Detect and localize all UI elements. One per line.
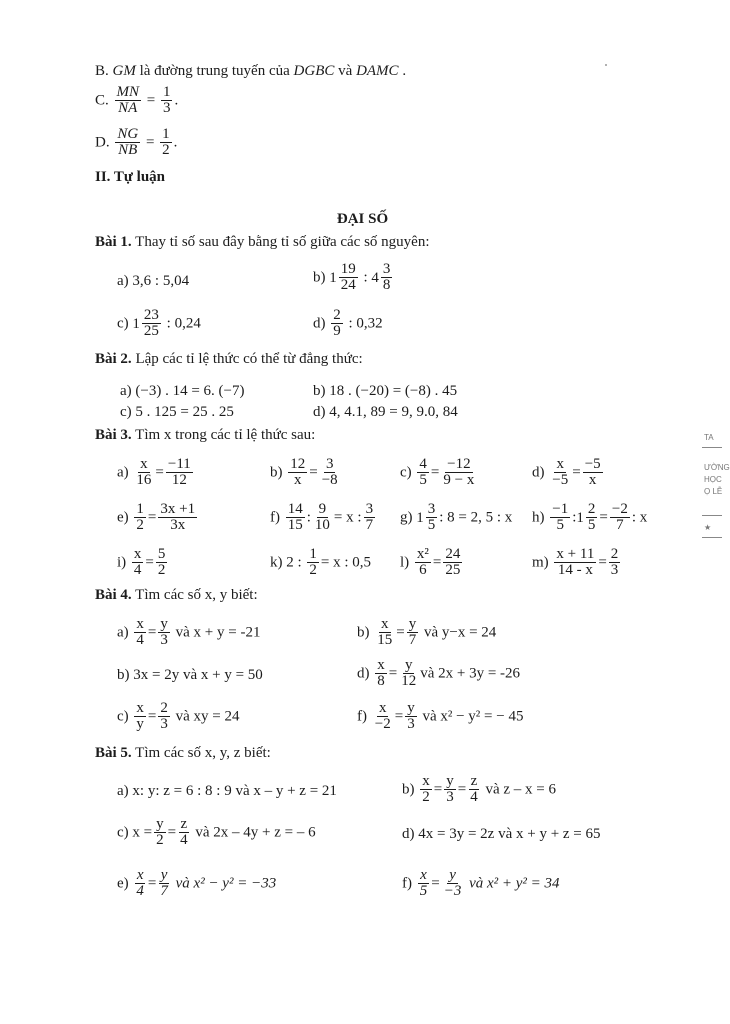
margin-rule xyxy=(702,515,722,516)
option-d: D. $\frac{NG}{NB}$ = $\frac{1}{2}$ . xyxy=(95,126,178,158)
option-c: C. $\frac{MN}{NA}$ = $\frac{1}{3}$ . xyxy=(95,84,179,116)
bai5-c: c) x = $\frac{y}{2}$ = $\frac{z}{4}$ và 2x – 4y + z = – 6 xyxy=(117,816,316,848)
margin-rule xyxy=(702,537,722,538)
bai3-g: g) 1 $\frac{3}{5}$ : 8 = 2, 5 : x xyxy=(400,501,513,533)
margin-text-1: TA xyxy=(704,433,714,442)
bai4-c: b) 3x = 2y và x + y = 50 xyxy=(117,667,263,683)
bai5-b: b) $\frac{x}{2}$ = $\frac{y}{3}$ = $\frac{z}{4}$ và z – x = 6 xyxy=(402,773,556,805)
bai3-c: c) $\frac{4}{5}$ = $\frac{-12}{9 - x}$ xyxy=(400,456,475,488)
bai2-a: a) (−3) . 14 = 6. (−7) xyxy=(120,383,245,399)
bai1-title: Bài 1. Thay tỉ số sau đây bằng tỉ số giữa các số nguyên: xyxy=(95,234,430,250)
bai3-a: a) $\frac{x}{16}$ = $\frac{-11}{12}$ xyxy=(117,456,191,488)
margin-text-3: HỌC xyxy=(704,475,722,484)
bai4-b: b) $\frac{x}{15}$ = $\frac{y}{7}$ và y−x = 24 xyxy=(357,616,497,648)
bai3-e: e) $\frac{1}{2}$ = $\frac{3x +1}{3x}$ xyxy=(117,501,196,533)
bai3-h: h) $\frac{-1}{5}$ : 1 $\frac{2}{5}$ = $\frac{-2}{7}$ : x xyxy=(532,501,648,533)
speck xyxy=(605,64,607,66)
algebra-heading: ĐẠI SỐ xyxy=(336,211,389,227)
bai3-m: m) $\frac{x + 11}{14 - x}$ = $\frac{2}{3}$ xyxy=(532,546,619,578)
bai3-i: i) $\frac{x}{4}$ = $\frac{5}{2}$ xyxy=(117,546,166,578)
bai3-d: d) $\frac{x}{-5}$ = $\frac{-5}{x}$ xyxy=(532,456,601,488)
margin-stamp xyxy=(700,425,730,550)
bai1-b: b) 1 $\frac{19}{24}$ : 4 $\frac{3}{8}$ xyxy=(313,261,391,293)
bai1-d: d) $\frac{2}{9}$ : 0,32 xyxy=(313,307,383,339)
bai5-e: e) $\frac{x}{4}$ = $\frac{y}{7}$ và x² − y² = −33 xyxy=(117,867,277,899)
bai4-d: d) $\frac{x}{8}$ = $\frac{y}{12}$ và 2x + 3y = -26 xyxy=(357,657,521,689)
bai3-l: l) $\frac{\text{x²}}{6}$ = $\frac{24}{25}$ xyxy=(400,546,461,578)
bai5-a: a) x: y: z = 6 : 8 : 9 và x – y + z = 21 xyxy=(117,783,337,799)
bai3-f: f) $\frac{14}{15}$ : $\frac{9}{10}$ = x : $\frac{3}{7}$ xyxy=(270,501,374,533)
bai1-c: c) 1 $\frac{23}{25}$ : 0,24 xyxy=(117,307,201,339)
star-icon: ★ xyxy=(704,523,712,532)
margin-rule xyxy=(702,447,722,448)
bai4-f: f) $\frac{x}{-2}$ = $\frac{y}{3}$ và x² − y² = − 45 xyxy=(357,700,524,732)
margin-text-2: ƯỜNG xyxy=(704,463,730,472)
bai4-a: a) $\frac{x}{4}$ = $\frac{y}{3}$ và x + y = -21 xyxy=(117,616,261,648)
bai3-k: k) 2 : $\frac{1}{2}$ = x : 0,5 xyxy=(270,546,372,578)
option-b: B. GM là đường trung tuyến của DGBC và DAMC . xyxy=(95,63,407,79)
margin-text-4: Ọ LỄ xyxy=(704,487,723,496)
bai2-b: b) 18 . (−20) = (−8) . 45 xyxy=(313,383,458,399)
section-heading: II. Tự luận xyxy=(95,169,166,185)
bai2-c: c) 5 . 125 = 25 . 25 xyxy=(120,404,234,420)
bai5-f: f) $\frac{x}{5}$ = $\frac{y}{-3}$ và x² + y² = 34 xyxy=(402,867,560,899)
bai4-title: Bài 4. Tìm các số x, y biết: xyxy=(95,587,258,603)
bai1-a: a) 3,6 : 5,04 xyxy=(117,273,190,289)
bai5-title: Bài 5. Tìm các số x, y, z biết: xyxy=(95,745,271,761)
bai2-title: Bài 2. Lập các tỉ lệ thức có thể từ đẳng thức: xyxy=(95,351,363,367)
bai3-b: b) $\frac{12}{x}$ = $\frac{3}{-8}$ xyxy=(270,456,338,488)
bai5-d: d) 4x = 3y = 2z và x + y + z = 65 xyxy=(402,826,601,842)
bai3-title: Bài 3. Tìm x trong các tỉ lệ thức sau: xyxy=(95,427,316,443)
bai4-e: c) $\frac{x}{y}$ = $\frac{2}{3}$ và xy = 24 xyxy=(117,700,240,732)
bai2-d: d) 4, 4.1, 89 = 9, 9.0, 84 xyxy=(313,404,458,420)
